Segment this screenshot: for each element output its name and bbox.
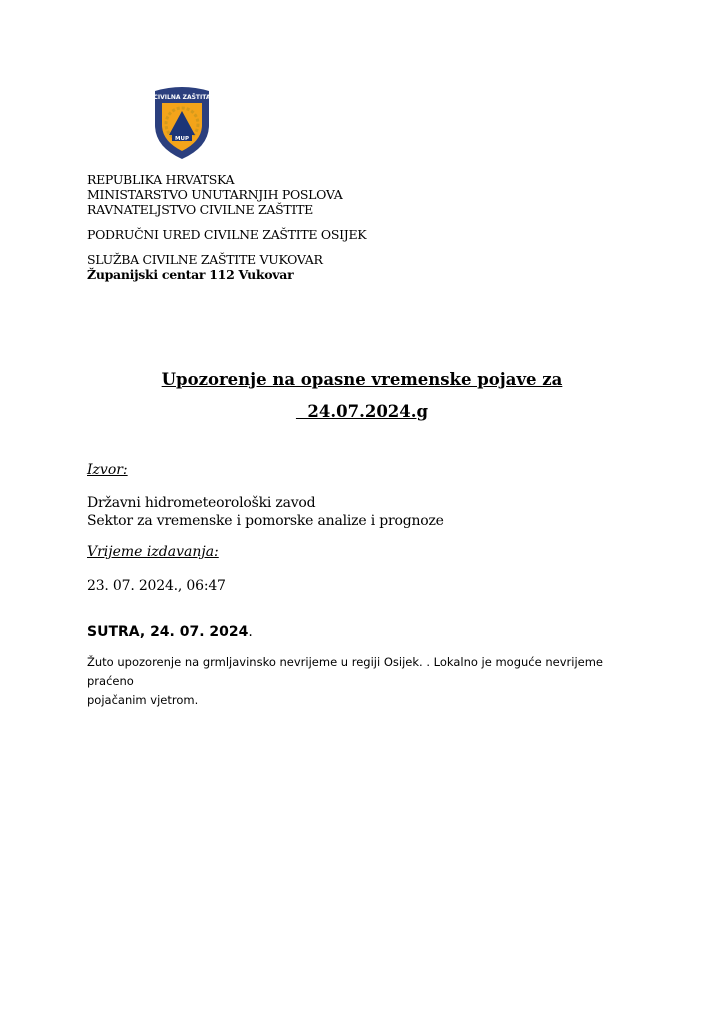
forecast-heading-text: SUTRA, 24. 07. 2024 bbox=[87, 624, 249, 640]
source-label: Izvor: bbox=[87, 462, 128, 478]
warning-line-1: Žuto upozorenje na grmljavinsko nevrijeme u regiji Osijek. . Lokalno je moguće nevrijeme praćeno bbox=[87, 655, 603, 688]
issued-label: Vrijeme izdavanja: bbox=[87, 544, 219, 560]
warning-line-2: pojačanim vjetrom. bbox=[87, 693, 199, 707]
issued-time: 23. 07. 2024., 06:47 bbox=[87, 578, 226, 594]
forecast-heading bbox=[87, 624, 253, 640]
document-title: Upozorenje na opasne vremenske pojave za bbox=[161, 370, 563, 389]
source-institution: Državni hidrometeorološki zavod bbox=[87, 495, 316, 511]
source-department: Sektor za vremenske i pomorske analize i prognoze bbox=[87, 513, 444, 529]
logo-badge-text: MUP bbox=[175, 136, 189, 142]
header-ministry: MINISTARSTVO UNUTARNJIH POSLOVA bbox=[87, 187, 343, 202]
warning-text bbox=[87, 653, 647, 710]
document-title-date: 24.07.2024.g bbox=[295, 402, 429, 421]
forecast-heading-dot: . bbox=[248, 624, 253, 640]
header-regional-office: PODRUČNI URED CIVILNE ZAŠTITE OSIJEK bbox=[87, 227, 367, 242]
civil-protection-logo bbox=[152, 85, 212, 161]
header-service: SLUŽBA CIVILNE ZAŠTITE VUKOVAR bbox=[87, 252, 323, 267]
header-directorate: RAVNATELJSTVO CIVILNE ZAŠTITE bbox=[87, 202, 313, 217]
header-country: REPUBLIKA HRVATSKA bbox=[87, 172, 235, 187]
logo-top-text: CIVILNA ZAŠTITA bbox=[153, 94, 211, 101]
header-center: Županijski centar 112 Vukovar bbox=[87, 267, 294, 282]
